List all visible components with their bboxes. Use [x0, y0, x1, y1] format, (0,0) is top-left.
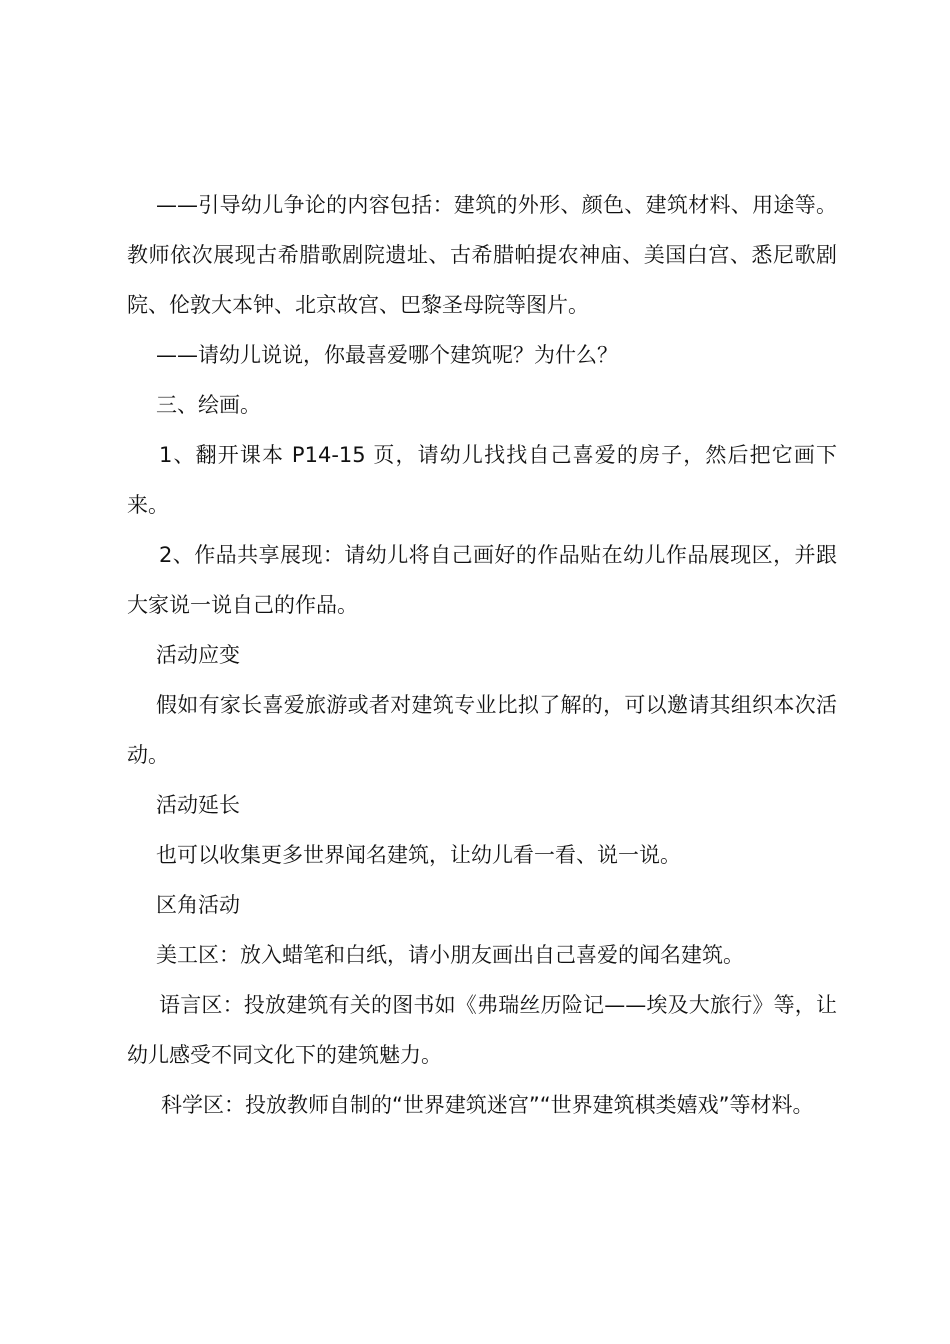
heading-activity-adaptation: 活动应变 [156, 643, 240, 667]
section-heading-drawing: 三、绘画。 [156, 393, 261, 417]
paragraph-step-2: 2、作品共享展现：请幼儿将自己画好的作品贴在幼儿作品展现区，并跟大家说一说自己的作品。 [127, 543, 837, 617]
paragraph-step-1: 1、翻开课本 P14-15 页，请幼儿找找自己喜爱的房子，然后把它画下来。 [127, 443, 837, 517]
paragraph-discussion: ——引导幼儿争论的内容包括：建筑的外形、颜色、建筑材料、用途等。 教师依次展现古希腊歌剧院遗址、古希腊帕提农神庙、美国白宫、悉尼歌剧院、伦敦大本钟、北京故宫、巴黎圣母院等图片。 [127, 193, 837, 317]
document-body [127, 180, 837, 1130]
paragraph-art-corner: 美工区：放入蜡笔和白纸，请小朋友画出自己喜爱的闻名建筑。 [156, 943, 744, 967]
paragraph-language-corner: 语言区：投放建筑有关的图书如《弗瑞丝历险记——埃及大旅行》等，让幼儿感受不同文化下的建筑魅力。 [127, 993, 837, 1067]
paragraph-science-corner: 科学区：投放教师自制的“世界建筑迷宫”“世界建筑棋类嬉戏”等材料。 [161, 1093, 814, 1117]
heading-corner-activities: 区角活动 [156, 893, 240, 917]
paragraph-extension: 也可以收集更多世界闻名建筑，让幼儿看一看、说一说。 [156, 843, 681, 867]
paragraph-adaptation: 假如有家长喜爱旅游或者对建筑专业比拟了解的，可以邀请其组织本次活动。 [127, 693, 837, 767]
heading-activity-extension: 活动延长 [156, 793, 240, 817]
paragraph-question: ——请幼儿说说，你最喜爱哪个建筑呢？为什么？ [156, 343, 618, 367]
